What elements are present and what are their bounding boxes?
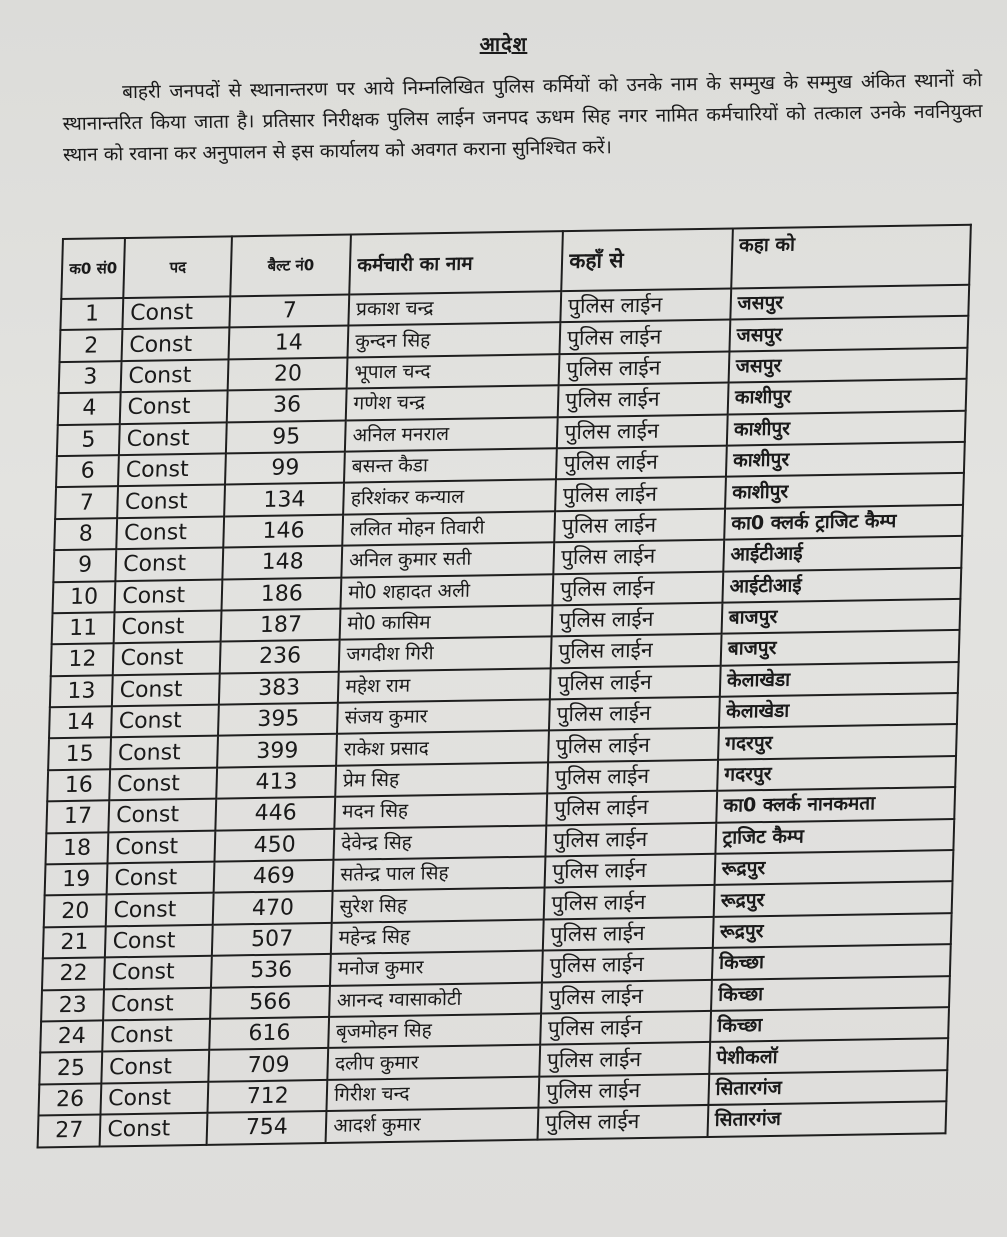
cell-post: Const	[122, 328, 230, 361]
cell-to: बाजपुर	[721, 599, 960, 634]
cell-post: Const	[110, 736, 218, 769]
cell-to: काशीपुर	[725, 473, 964, 508]
cell-post: Const	[102, 1050, 210, 1083]
cell-sn: 5	[57, 424, 120, 456]
order-paragraph: बाहरी जनपदों से स्थानान्तरण पर आये निम्नलिखित पुलिस कर्मियों को उनके नाम के सम्मुख के सम्मुख अंकित स्थानों को स्थानान्तरित किया जाता है। प्रतिसार निरीक्षक पुलिस लाईन जनपद ऊधम सिह नगर नामित कर्मचारियों को तत्काल उनके नवनियुक्त स्थान को रवाना कर अनुपालन से इस कार्यालय को अवगत कराना सुनिश्चित करें।	[62, 69, 983, 166]
cell-from: पुलिस लाईन	[544, 885, 714, 919]
cell-to: आईटीआई	[723, 536, 962, 571]
cell-name: प्रेम सिह	[336, 762, 549, 797]
cell-to: बाजपुर	[720, 630, 959, 665]
cell-from: पुलिस लाईन	[547, 760, 717, 794]
cell-post: Const	[107, 862, 215, 895]
cell-post: Const	[108, 830, 216, 863]
cell-belt: 146	[224, 514, 344, 547]
cell-to: जसपुर	[730, 285, 969, 320]
cell-to: किच्छा	[711, 976, 950, 1011]
cell-to: सितारगंज	[708, 1070, 947, 1105]
cell-from: पुलिस लाईन	[553, 571, 723, 605]
cell-belt: 470	[213, 891, 333, 924]
cell-to: केलाखेडा	[720, 662, 959, 697]
cell-name: दलीप कुमार	[328, 1045, 541, 1080]
cell-belt: 536	[211, 954, 331, 987]
cell-post: Const	[117, 485, 225, 518]
cell-to: का0 क्लर्क नानकमता	[716, 787, 955, 822]
cell-post: Const	[113, 642, 221, 675]
cell-belt: 413	[217, 766, 337, 799]
cell-belt: 446	[216, 797, 336, 830]
cell-belt: 186	[222, 577, 342, 610]
cell-from: पुलिस लाईन	[551, 634, 721, 668]
cell-from: पुलिस लाईन	[554, 540, 724, 574]
cell-belt: 134	[224, 483, 344, 516]
cell-from: पुलिस लाईन	[550, 665, 720, 699]
cell-belt: 399	[217, 734, 337, 767]
cell-name: राकेश प्रसाद	[336, 731, 549, 766]
cell-sn: 16	[47, 769, 110, 801]
cell-from: पुलिस लाईन	[543, 917, 713, 951]
cell-from: पुलिस लाईन	[554, 508, 724, 542]
cell-to: पेशीकलॉ	[709, 1039, 948, 1074]
cell-to: रूद्रपुर	[713, 913, 952, 948]
cell-from: पुलिस लाईन	[548, 728, 718, 762]
cell-from: पुलिस लाईन	[558, 383, 728, 417]
cell-from: पुलिस लाईन	[542, 948, 712, 982]
header-belt: बैल्ट नं0	[231, 234, 352, 296]
cell-sn: 25	[39, 1052, 102, 1084]
transfer-table-wrap	[37, 224, 972, 1148]
cell-to: रूद्रपुर	[713, 882, 952, 917]
transfer-table	[37, 224, 972, 1148]
cell-from: पुलिस लाईन	[540, 1042, 710, 1076]
cell-belt: 20	[228, 357, 348, 390]
cell-sn: 23	[41, 989, 104, 1021]
cell-name: मो0 कासिम	[340, 605, 553, 640]
cell-post: Const	[123, 296, 231, 329]
cell-post: Const	[121, 359, 229, 392]
cell-belt: 395	[218, 703, 338, 736]
cell-belt: 187	[221, 609, 341, 642]
cell-name: मो0 शहादत अली	[341, 574, 554, 609]
cell-from: पुलिस लाईन	[560, 320, 730, 354]
cell-to: काशीपुर	[727, 410, 966, 445]
cell-from: पुलिस लाईन	[561, 288, 731, 322]
cell-sn: 17	[46, 801, 109, 833]
cell-post: Const	[109, 799, 217, 832]
header-name: कर्मचारी का नाम	[350, 231, 564, 294]
cell-to: किच्छा	[712, 944, 951, 979]
cell-belt: 616	[210, 1017, 330, 1050]
cell-name: अनिल कुमार सती	[342, 542, 555, 577]
header-from: कहाँ से	[562, 228, 733, 291]
cell-from: पुलिस लाईन	[557, 414, 727, 448]
cell-sn: 3	[59, 361, 122, 393]
cell-belt: 469	[214, 860, 334, 893]
cell-post: Const	[111, 705, 219, 738]
cell-sn: 12	[51, 644, 114, 676]
cell-post: Const	[110, 767, 218, 800]
cell-sn: 21	[43, 926, 106, 958]
cell-sn: 15	[48, 738, 111, 770]
cell-sn: 22	[42, 958, 105, 990]
cell-sn: 2	[60, 329, 123, 361]
cell-from: पुलिस लाईन	[555, 477, 725, 511]
cell-to: काशीपुर	[728, 379, 967, 414]
cell-name: जगदीश गिरी	[339, 637, 552, 672]
cell-name: कुन्दन सिह	[348, 323, 561, 358]
cell-to: गदरपुर	[717, 756, 956, 791]
cell-to: ट्राजिट कैम्प	[715, 819, 954, 854]
cell-from: पुलिस लाईन	[556, 446, 726, 480]
cell-belt: 148	[223, 546, 343, 579]
cell-to: गदरपुर	[718, 724, 957, 759]
cell-sn: 19	[45, 863, 108, 895]
cell-belt: 566	[210, 985, 330, 1018]
cell-post: Const	[116, 548, 224, 581]
cell-name: बसन्त कैडा	[344, 448, 557, 483]
cell-belt: 95	[226, 420, 346, 453]
cell-from: पुलिस लाईन	[545, 854, 715, 888]
cell-name: सुरेश सिह	[332, 888, 545, 923]
cell-name: हरिशंकर कन्याल	[343, 480, 556, 515]
cell-belt: 754	[207, 1111, 327, 1144]
cell-from: पुलिस लाईन	[541, 979, 711, 1013]
cell-from: पुलिस लाईन	[547, 791, 717, 825]
cell-name: महेश राम	[338, 668, 551, 703]
cell-name: आनन्द ग्वासाकोटी	[329, 982, 542, 1017]
cell-post: Const	[114, 610, 222, 643]
cell-name: गिरीश चन्द	[327, 1076, 540, 1111]
cell-sn: 24	[40, 1020, 103, 1052]
cell-belt: 14	[229, 326, 349, 359]
cell-name: ललित मोहन तिवारी	[343, 511, 556, 546]
cell-name: भूपाल चन्द	[347, 354, 560, 389]
cell-to: जसपुर	[729, 316, 968, 351]
cell-sn: 7	[55, 486, 118, 518]
cell-post: Const	[112, 673, 220, 706]
cell-from: पुलिस लाईन	[559, 351, 729, 385]
cell-belt: 383	[219, 671, 339, 704]
cell-to: केलाखेडा	[719, 693, 958, 728]
cell-to: किच्छा	[710, 1007, 949, 1042]
cell-belt: 36	[227, 389, 347, 422]
cell-belt: 236	[220, 640, 340, 673]
cell-post: Const	[115, 579, 223, 612]
cell-belt: 712	[208, 1080, 328, 1113]
cell-post: Const	[103, 987, 211, 1020]
cell-post: Const	[105, 925, 213, 958]
cell-sn: 10	[53, 581, 116, 613]
cell-post: Const	[117, 516, 225, 549]
cell-belt: 99	[225, 452, 345, 485]
cell-post: Const	[101, 1082, 209, 1115]
cell-sn: 1	[60, 298, 123, 330]
cell-post: Const	[104, 956, 212, 989]
cell-from: पुलिस लाईन	[538, 1105, 708, 1139]
cell-to: जसपुर	[728, 348, 967, 383]
cell-sn: 9	[53, 549, 116, 581]
cell-name: प्रकाश चन्द्र	[349, 291, 562, 326]
cell-name: देवेन्द्र सिह	[334, 825, 547, 860]
cell-from: पुलिस लाईन	[546, 822, 716, 856]
cell-sn: 18	[46, 832, 109, 864]
cell-post: Const	[118, 453, 226, 486]
cell-to: आईटीआई	[722, 567, 961, 602]
cell-name: संजय कुमार	[337, 699, 550, 734]
cell-post: Const	[100, 1113, 208, 1146]
cell-from: पुलिस लाईन	[549, 697, 719, 731]
header-sn: क0 सं0	[61, 238, 125, 299]
table-body	[38, 285, 970, 1147]
cell-sn: 11	[52, 612, 115, 644]
cell-belt: 709	[209, 1048, 329, 1081]
cell-to: काशीपुर	[726, 442, 965, 477]
cell-name: मनोज कुमार	[330, 951, 543, 986]
cell-name: अनिल मनराल	[345, 417, 558, 452]
cell-from: पुलिस लाईन	[552, 603, 722, 637]
cell-name: महेन्द्र सिह	[331, 919, 544, 954]
cell-to: सितारगंज	[707, 1101, 946, 1136]
cell-sn: 26	[38, 1083, 101, 1115]
cell-post: Const	[119, 422, 227, 455]
cell-sn: 20	[44, 895, 107, 927]
cell-to: का0 क्लर्क ट्राजिट कैम्प	[724, 505, 963, 540]
order-title: आदेश	[479, 32, 528, 56]
cell-belt: 507	[212, 923, 332, 956]
header-post: पद	[124, 236, 233, 298]
cell-sn: 13	[50, 675, 113, 707]
cell-post: Const	[106, 893, 214, 926]
cell-name: सतेन्द्र पाल सिह	[333, 857, 546, 892]
cell-belt: 450	[215, 828, 335, 861]
cell-post: Const	[103, 1019, 211, 1052]
header-to: कहा को	[731, 225, 971, 289]
cell-sn: 14	[49, 706, 112, 738]
cell-belt: 7	[230, 294, 350, 327]
cell-sn: 6	[56, 455, 119, 487]
cell-sn: 4	[58, 392, 121, 424]
cell-name: आदर्श कुमार	[326, 1108, 539, 1143]
cell-from: पुलिस लाईन	[540, 1011, 710, 1045]
cell-from: पुलिस लाईन	[539, 1074, 709, 1108]
cell-name: बृजमोहन सिह	[329, 1014, 542, 1049]
cell-post: Const	[120, 391, 228, 424]
cell-to: रूद्रपुर	[714, 850, 953, 885]
cell-name: गणेश चन्द्र	[346, 385, 559, 420]
cell-name: मदन सिह	[335, 794, 548, 829]
cell-sn: 8	[54, 518, 117, 550]
cell-sn: 27	[38, 1115, 101, 1147]
